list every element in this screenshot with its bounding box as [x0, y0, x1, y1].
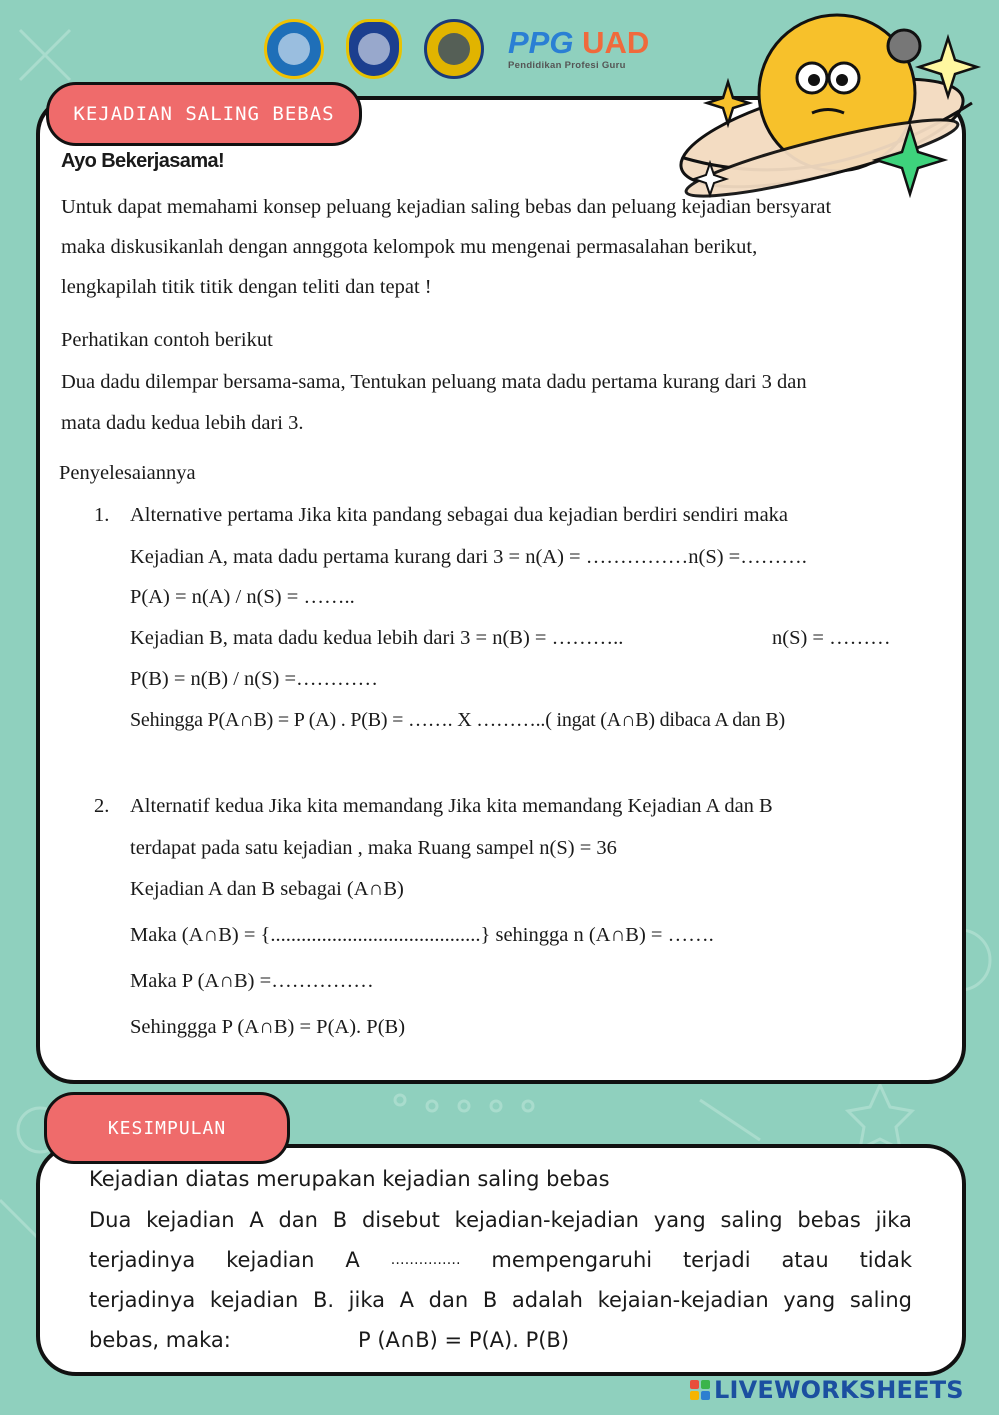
alt2-line-4: Maka (A∩B) = {.........................................} sehingga n (A∩B) = ……. — [130, 924, 714, 946]
alt2-line-1: Alternatif kedua Jika kita memandang Jika kita memandang Kejadian A dan B — [130, 795, 773, 817]
alt1-line-4-ns: n(S) = ……… — [772, 627, 891, 649]
alt2-line-3: Kejadian A dan B sebagai (A∩B) — [130, 878, 404, 900]
intro-line-2: maka diskusikanlah dengan annggota kelompok mu mengenai permasalahan berikut, — [61, 236, 758, 258]
kesimpulan-line-1: Kejadian diatas merupakan kejadian saling bebas — [89, 1167, 610, 1191]
section-tag-kesimpulan: KESIMPULAN — [44, 1092, 290, 1164]
alt1-line-5: P(B) = n(B) / n(S) =………… — [130, 668, 379, 690]
example-line-2: mata dadu kedua lebih dari 3. — [61, 412, 304, 434]
liveworksheets-brand[interactable] — [690, 1376, 964, 1404]
kesimpulan-line-5: bebas, maka: — [89, 1328, 231, 1352]
kesimpulan-line-2: Dua kejadian A dan B disebut kejadian-kejadian yang saling bebas jika — [89, 1208, 912, 1232]
alt1-line-3: P(A) = n(A) / n(S) = …….. — [130, 586, 355, 608]
alt1-line-6: Sehingga P(A∩B) = P (A) . P(B) = ……. X ………..( ingat (A∩B) dibaca A dan B) — [130, 709, 785, 731]
kesimpulan-formula: P (A∩B) = P(A). P(B) — [358, 1328, 570, 1352]
intro-line-1: Untuk dapat memahami konsep peluang kejadian saling bebas dan peluang kejadian bersyarat — [61, 196, 832, 218]
alt1-number: 1. — [94, 504, 110, 526]
logo-row — [264, 18, 649, 80]
alt2-line-2: terdapat pada satu kejadian , maka Ruang sampel n(S) = 36 — [130, 837, 617, 859]
liveworksheets-logo-icon — [690, 1380, 710, 1400]
alt2-line-5: Maka P (A∩B) =…………… — [130, 970, 374, 992]
alt2-number: 2. — [94, 795, 110, 817]
solution-label: Penyelesaiannya — [59, 462, 196, 484]
school-logo — [346, 19, 402, 79]
alt2-line-6: Sehinggga P (A∩B) = P(A). P(B) — [130, 1016, 406, 1038]
liveworksheets-text: LIVEWORKSHEETS — [714, 1376, 964, 1404]
section-heading: Ayo Bekerjasama! — [61, 150, 225, 172]
kesimpulan-line-4: terjadinya kejadian B. jika A dan B adalah kejaian-kejadian yang saling — [89, 1288, 912, 1312]
example-line-1: Dua dadu dilempar bersama-sama, Tentukan peluang mata dadu pertama kurang dari 3 dan — [61, 371, 807, 393]
alt1-line-1: Alternative pertama Jika kita pandang sebagai dua kejadian berdiri sendiri maka — [130, 504, 789, 526]
alt1-line-4: Kejadian B, mata dadu kedua lebih dari 3 = n(B) = ……….. — [130, 627, 624, 649]
section-tag-kejadian-saling-bebas: KEJADIAN SALING BEBAS — [46, 82, 362, 146]
intro-line-3: lengkapilah titik titik dengan teliti dan tepat ! — [61, 276, 432, 298]
kesimpulan-line-3: terjadinya kejadian A …………… mempengaruhi terjadi atau tidak — [89, 1248, 912, 1272]
ppg-uad-logo: PPG UAD Pendidikan Profesi Guru — [508, 25, 650, 72]
university-logo — [424, 19, 484, 79]
alt1-line-2: Kejadian A, mata dadu pertama kurang dari 3 = n(A) = ……………n(S) =………. — [130, 546, 807, 568]
tut-wuri-handayani-logo — [264, 19, 324, 79]
planet-mascot-illustration — [672, 8, 982, 203]
example-label: Perhatikan contoh berikut — [61, 329, 273, 351]
